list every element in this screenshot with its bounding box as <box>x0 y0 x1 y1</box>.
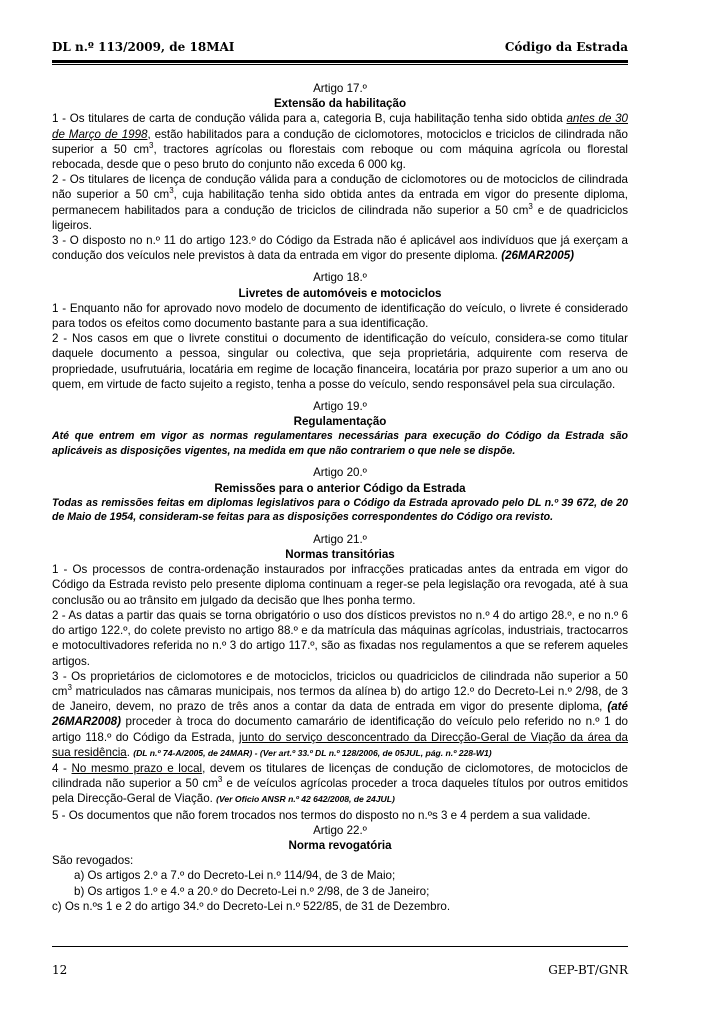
article-21-paragraph-3: 3 - Os proprietários de ciclomotores e de motociclos, triciclos ou quadriciclos de cilindrada não superior a 50 $cm^3$ matriculados nas câmaras municipais, nos termos da alínea b) do artigo 12.º do Decreto-Lei n.º 2/98, de 3 de Janeiro, devem, no prazo de três anos a contar da data de entrada em vigor do presente diploma, (até 26MAR2008) proceder à troca do documento camarário de identificação do veículo pelo referido no n.º 1 do artigo 118.º do Código da Estrada, junto do serviço desconcentrado da Direcção-Geral de Viação da área da sua residência. (DL n.º 74-A/2005, de 24MAR) - (Ver art.º 33.º DL n.º 128/2006, de 05JUL, pág. n.º 228-W1) <box>52 669 628 759</box>
article-22-item-a: a) Os artigos 2.º a 7.º do Decreto-Lei n.º 114/94, de 3 de Maio; <box>74 869 396 883</box>
header-decree: DL n.º 113/2009, de 18MAI <box>52 40 235 54</box>
article-17-number: Artigo 17.º <box>313 82 367 95</box>
article-21-paragraph-5: 5 - Os documentos que não forem trocados nos termos do disposto no n.ºs 3 e 4 perdem a sua validade. <box>52 808 591 822</box>
article-20-title: Remissões para o anterior Código da Estrada <box>214 481 466 495</box>
article-18-title: Livretes de automóveis e motociclos <box>238 286 442 300</box>
article-18-number: Artigo 18.º <box>313 271 367 285</box>
article-22-item-b: b) Os artigos 1.º e 4.º a 20.º do Decreto-Lei n.º 2/98, de 3 de Janeiro; <box>74 884 430 898</box>
article-20-number: Artigo 20.º <box>313 466 367 480</box>
article-17-paragraph-3: 3 - O disposto no n.º 11 do artigo 123.º do Código da Estrada não é aplicável aos indivíduos que já exerçam a condução dos veículos nele previstos à data da entrada em vigor do presente diploma. (26MAR2005) <box>52 234 628 263</box>
article-21-number: Artigo 21.º <box>313 532 367 546</box>
article-22-item-c: c) Os n.ºs 1 e 2 do artigo 34.º do Decreto-Lei n.º 522/85, de 31 de Dezembro. <box>52 899 451 913</box>
page-footer <box>52 963 628 983</box>
article-22-number: Artigo 22.º <box>313 823 367 837</box>
article-21-title: Normas transitórias <box>285 548 395 562</box>
article-20-paragraph-1: Todas as remissões feitas em diplomas legislativos para o Código da Estrada aprovado pelo DL n.º 39 672, de 20 de Maio de 1954, consideram-se feitas para as disposições correspondentes do Código ora revisto. <box>52 496 628 524</box>
page-header <box>52 40 628 60</box>
article-19-paragraph-1: Até que entrem em vigor as normas regulamentares necessárias para execução do Código da Estrada são aplicáveis as disposições vigentes, na medida em que não contrariem o que nele se dispõe. <box>52 430 628 457</box>
header-rule-thin <box>52 64 628 65</box>
article-17-title: Extensão da habilitação <box>273 97 407 111</box>
article-22-intro: São revogados: <box>52 854 134 868</box>
article-17-paragraph-1: 1 - Os titulares de carta de condução válida para a, categoria B, cuja habilitação tenha sido obtida antes de 30 de Março de 1998, estão habilitados para a condução de ciclomotores, motociclos e triciclos de cilindrada não superior a 50 $cm^3$, tractores agrícolas ou florestais com reboque ou com máquina agrícola ou florestal rebocada, desde que o peso bruto do conjunto não exceda 6 000 kg. <box>52 112 629 172</box>
article-18-paragraph-2: 2 - Nos casos em que o livrete constitui o documento de identificação do veículo, considera-se como titular daquele documento a pessoa, singular ou colectiva, que seja proprietária, adquirente com reserva de propriedade, usufrutuária, locatária em regime de locação financeira, locatária por prazo superior a um ano ou quem, em virtude de facto sujeito a registo, tenha a posse do veículo, sendo responsável pela sua circulação. <box>52 332 628 391</box>
footer-rule <box>52 946 628 947</box>
footer-organization: GEP-BT/GNR <box>548 963 628 977</box>
article-19-number: Artigo 19.º <box>313 400 367 414</box>
header-rule <box>52 60 628 63</box>
header-title: Código da Estrada <box>504 40 628 54</box>
document-body <box>52 81 628 914</box>
article-22-title: Norma revogatória <box>288 838 392 852</box>
article-21-paragraph-4: 4 - No mesmo prazo e local, devem os titulares de licenças de condução de ciclomotores, de motociclos de cilindrada não superior a 50 $cm^3$ e de veículos agrícolas proceder a troca daqueles títulos por outros emitidos pela Direcção-Geral de Viação. (Ver Oficio ANSR n.º 42 642/2008, de 24JUL) <box>52 761 628 806</box>
article-17-paragraph-2: 2 - Os titulares de licença de condução válida para a condução de ciclomotores ou de motociclos de cilindrada não superior a 50 $cm^3$, cuja habilitação tenha sido obtida antes da entrada em vigor do presente diploma, permanecem habilitados para a condução de triciclos de cilindrada não superior a 50 $cm^3$ e de quadriciclos ligeiros. <box>52 173 628 232</box>
article-19-title: Regulamentação <box>293 415 387 429</box>
article-21-paragraph-1: 1 - Os processos de contra-ordenação instaurados por infracções praticadas antes da entrada em vigor do Código da Estrada revisto pelo presente diploma continuam a reger-se pela legislação ora revogada, até à sua conclusão ou ao trânsito em julgado da decisão que lhes ponha termo. <box>52 563 628 607</box>
page-number: 12 <box>52 963 68 977</box>
article-18-paragraph-1: 1 - Enquanto não for aprovado novo modelo de documento de identificação do veículo, o livrete é considerado para todos os efeitos como documento bastante para a sua identificação. <box>52 301 628 331</box>
article-21-paragraph-2: 2 - As datas a partir das quais se torna obrigatório o uso dos dísticos previstos no n.º 4 do artigo 28.º, e no n.º 6 do artigo 122.º, do colete previsto no artigo 88.º e da matrícula das máquinas agrícolas, industriais, tractocarros e motocultivadores referida no n.º 3 do artigo 117.º, são as fixadas nos regulamentos a que se referem aqueles artigos. <box>52 608 628 668</box>
